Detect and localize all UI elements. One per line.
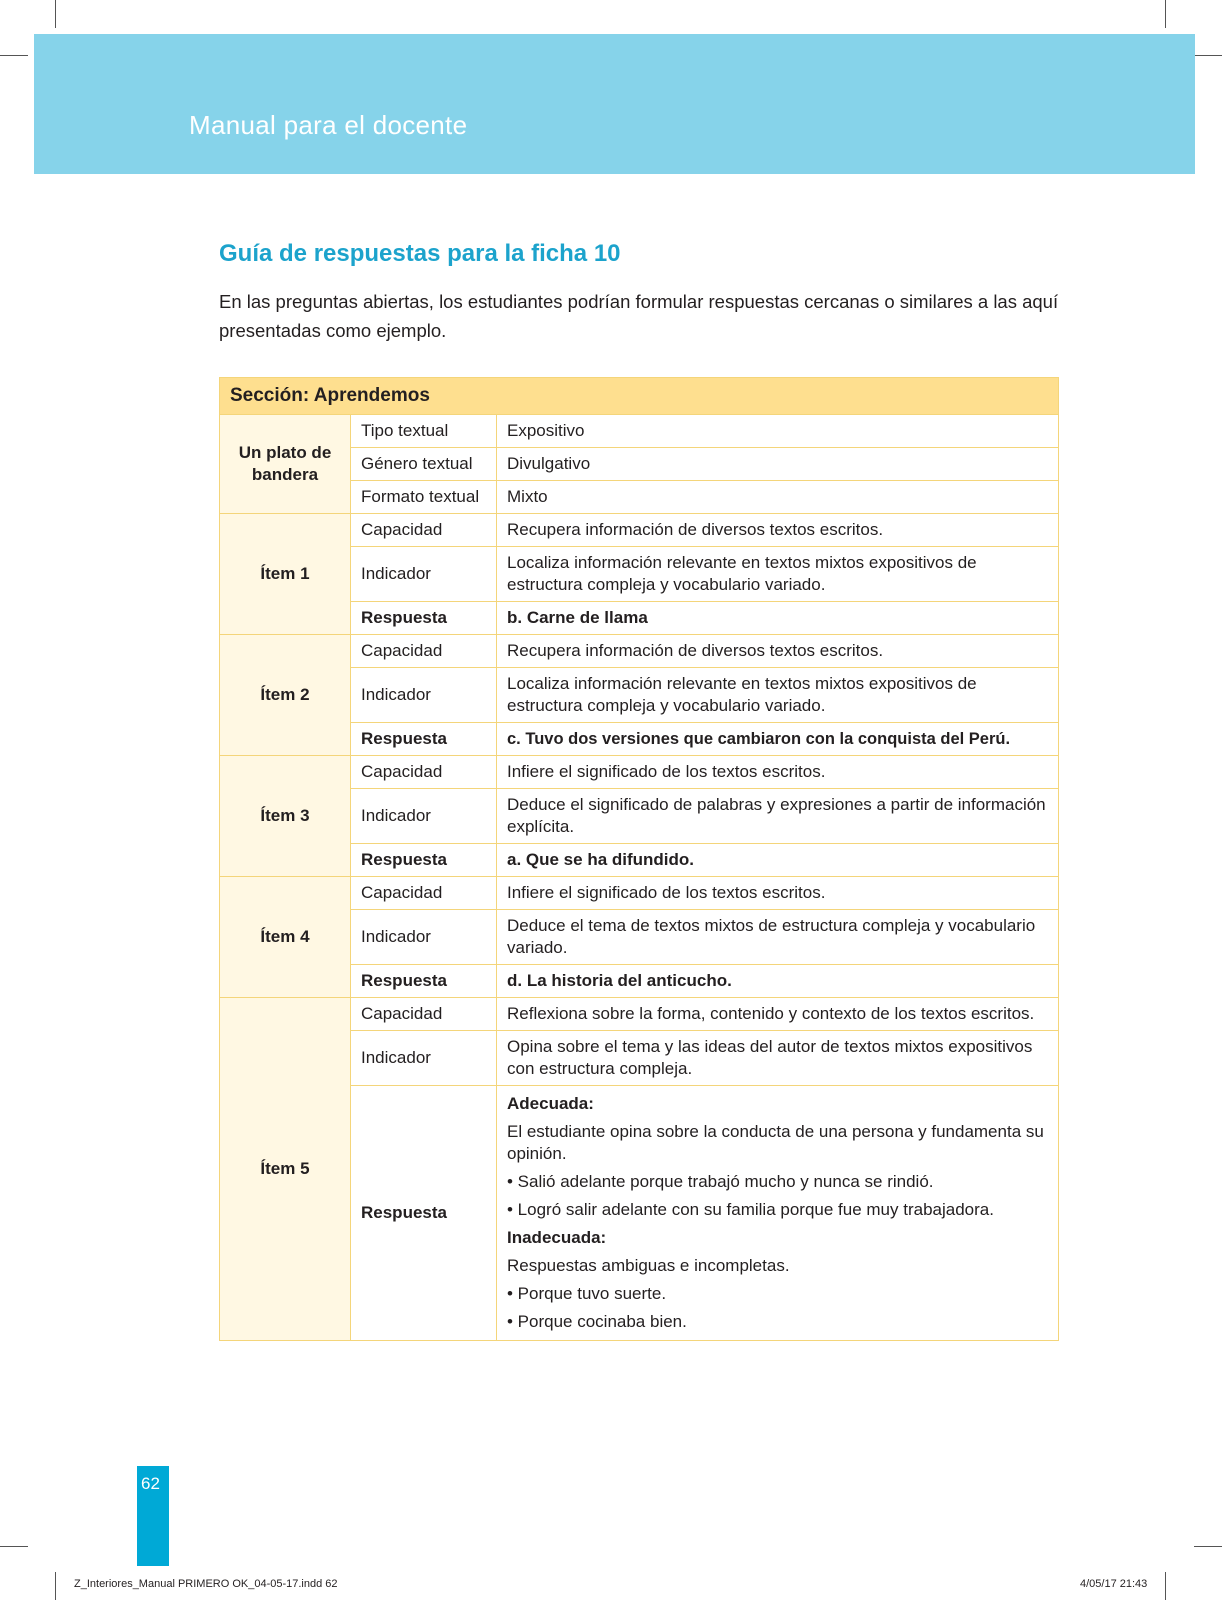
row-label: Indicador bbox=[351, 789, 497, 844]
page-title: Guía de respuestas para la ficha 10 bbox=[219, 240, 621, 267]
crop-mark bbox=[0, 1546, 28, 1547]
intro-paragraph: En las preguntas abiertas, los estudiantes podrían formular respuestas cercanas o similares a las aquí presentadas como ejemplo. bbox=[219, 291, 1059, 341]
adecuada-text: El estudiante opina sobre la conducta de una persona y fundamenta su opinión. bbox=[507, 1122, 1044, 1163]
row-label: Capacidad bbox=[351, 998, 497, 1031]
bullet-item: • Porque tuvo suerte. bbox=[507, 1284, 667, 1303]
inadecuada-text: Respuestas ambiguas e incompletas. bbox=[507, 1256, 790, 1275]
row-label: Capacidad bbox=[351, 514, 497, 547]
print-slug-date: 4/05/17 21:43 bbox=[1080, 1578, 1148, 1590]
row-value: Opina sobre el tema y las ideas del autor de textos mixtos expositivos con estructura compleja. bbox=[497, 1031, 1059, 1086]
table-row bbox=[220, 998, 1059, 1031]
crop-mark bbox=[1165, 1572, 1166, 1600]
item-label-cell: Ítem 5 bbox=[220, 998, 351, 1341]
row-value: Deduce el significado de palabras y expresiones a partir de información explícita. bbox=[497, 789, 1059, 844]
answer-value: d. La historia del anticucho. bbox=[497, 965, 1059, 998]
row-value: Infiere el significado de los textos escritos. bbox=[497, 756, 1059, 789]
row-label: Respuesta bbox=[351, 602, 497, 635]
table-row bbox=[220, 756, 1059, 789]
row-label: Indicador bbox=[351, 910, 497, 965]
table-row bbox=[220, 415, 1059, 448]
open-answer-block bbox=[497, 1086, 1059, 1341]
crop-mark bbox=[1194, 1546, 1222, 1547]
row-label: Indicador bbox=[351, 668, 497, 723]
bullet-item: • Salió adelante porque trabajó mucho y nunca se rindió. bbox=[507, 1172, 934, 1191]
bullet-item: • Logró salir adelante con su familia porque fue muy trabajadora. bbox=[507, 1200, 994, 1219]
crop-mark bbox=[55, 1572, 56, 1600]
row-label: Indicador bbox=[351, 547, 497, 602]
answer-value: b. Carne de llama bbox=[497, 602, 1059, 635]
row-value: Deduce el tema de textos mixtos de estructura compleja y vocabulario variado. bbox=[497, 910, 1059, 965]
row-label: Capacidad bbox=[351, 877, 497, 910]
table-row bbox=[220, 877, 1059, 910]
row-value: Mixto bbox=[497, 481, 1059, 514]
crop-mark bbox=[1165, 0, 1166, 28]
item-label-cell: Ítem 4 bbox=[220, 877, 351, 998]
row-value: Recupera información de diversos textos escritos. bbox=[497, 635, 1059, 668]
row-label: Indicador bbox=[351, 1031, 497, 1086]
table-row bbox=[220, 635, 1059, 668]
row-label: Respuesta bbox=[351, 1086, 497, 1341]
row-value: Localiza información relevante en textos mixtos expositivos de estructura compleja y vocabulario variado. bbox=[497, 547, 1059, 602]
answers-table bbox=[219, 377, 1059, 1341]
table-row bbox=[220, 514, 1059, 547]
crop-mark bbox=[1194, 55, 1222, 56]
item-label-cell: Ítem 3 bbox=[220, 756, 351, 877]
row-label: Respuesta bbox=[351, 844, 497, 877]
text-title-cell: Un plato de bandera bbox=[220, 415, 351, 514]
row-value: Infiere el significado de los textos escritos. bbox=[497, 877, 1059, 910]
row-label: Tipo textual bbox=[351, 415, 497, 448]
row-label: Capacidad bbox=[351, 756, 497, 789]
row-value: Divulgativo bbox=[497, 448, 1059, 481]
row-value: Expositivo bbox=[497, 415, 1059, 448]
page-number: 62 bbox=[141, 1474, 160, 1493]
row-label: Respuesta bbox=[351, 723, 497, 756]
row-label: Género textual bbox=[351, 448, 497, 481]
row-label: Capacidad bbox=[351, 635, 497, 668]
answer-value: a. Que se ha difundido. bbox=[497, 844, 1059, 877]
header-title: Manual para el docente bbox=[189, 110, 468, 140]
row-label: Respuesta bbox=[351, 965, 497, 998]
row-value: Localiza información relevante en textos mixtos expositivos de estructura compleja y vocabulario variado. bbox=[497, 668, 1059, 723]
row-value: Reflexiona sobre la forma, contenido y contexto de los textos escritos. bbox=[497, 998, 1059, 1031]
row-value: Recupera información de diversos textos escritos. bbox=[497, 514, 1059, 547]
table-section-header bbox=[220, 378, 1059, 415]
row-label: Formato textual bbox=[351, 481, 497, 514]
bullet-item: • Porque cocinaba bien. bbox=[507, 1312, 687, 1331]
item-label-cell: Ítem 1 bbox=[220, 514, 351, 635]
crop-mark bbox=[55, 0, 56, 28]
header-band bbox=[34, 34, 1195, 174]
inadecuada-title: Inadecuada: bbox=[507, 1228, 607, 1247]
answer-value: c. Tuvo dos versiones que cambiaron con la conquista del Perú. bbox=[497, 723, 1059, 756]
adecuada-title: Adecuada: bbox=[507, 1094, 594, 1113]
item-label-cell: Ítem 2 bbox=[220, 635, 351, 756]
section-title: Sección: Aprendemos bbox=[220, 378, 1059, 415]
print-slug-file: Z_Interiores_Manual PRIMERO OK_04-05-17.indd 62 bbox=[74, 1578, 338, 1590]
crop-mark bbox=[0, 55, 28, 56]
